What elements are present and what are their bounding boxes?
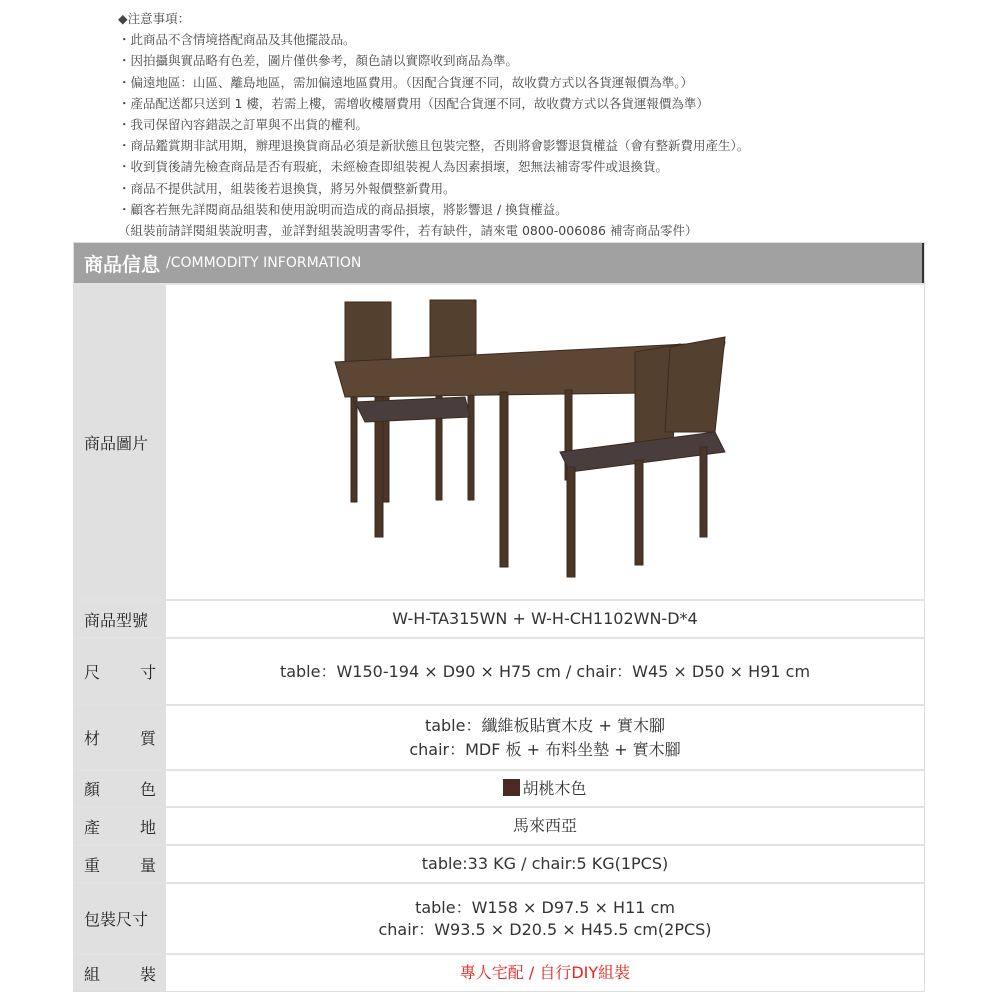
label-char: 色 bbox=[139, 780, 156, 799]
row-material bbox=[74, 704, 924, 769]
notes-title: ◆注意事項： bbox=[118, 11, 191, 26]
label-image: 商品圖片 bbox=[74, 285, 166, 599]
product-image bbox=[166, 285, 924, 599]
color-swatch bbox=[503, 779, 520, 796]
label-char: 材 bbox=[84, 729, 101, 748]
note-line: ・此商品不含情境搭配商品及其他擺設品。 bbox=[118, 32, 356, 48]
model-value: W-H-TA315WN + W-H-CH1102WN-D*4 bbox=[392, 609, 698, 628]
origin-value: 馬來西亞 bbox=[512, 816, 577, 835]
note-line: ・產品配送都只送到 1 樓，若需上樓，需增收樓層費用（因配合貨運不同，故收費方式以各貨運報價為準） bbox=[118, 95, 709, 111]
note-line: ・偏遠地區：山區、離島地區，需加偏遠地區費用。（因配合貨運不同，故收費方式以各貨運報價為準。） bbox=[118, 74, 694, 90]
label-char: 寸 bbox=[139, 663, 156, 682]
label-char: 質 bbox=[139, 729, 156, 748]
package-value bbox=[166, 884, 924, 953]
row-assembly bbox=[74, 953, 924, 991]
label-char: 組 bbox=[84, 964, 101, 984]
label-size bbox=[74, 639, 166, 704]
note-line: ・商品不提供試用，組裝後若退換貨，將另外報價整新費用。 bbox=[118, 180, 456, 196]
weight-value: table:33 KG / chair:5 KG(1PCS) bbox=[421, 854, 669, 873]
label-weight bbox=[74, 846, 166, 882]
color-name: 胡桃木色 bbox=[522, 778, 587, 798]
row-color bbox=[74, 769, 924, 806]
material-chair: chair：MDF 板 + 布料坐墊 + 實木腳 bbox=[409, 739, 681, 759]
note-line: ・我司保留內容錯誤之訂單與不出貨的權利。 bbox=[118, 117, 369, 133]
section-subtitle: /COMMODITY INFORMATION bbox=[166, 255, 362, 271]
row-package bbox=[74, 882, 924, 953]
label-char: 裝 bbox=[139, 964, 156, 984]
size-value: table：W150-194 × D90 × H75 cm / chair：W45 × D50 × H91 cm bbox=[279, 661, 811, 681]
label-char: 地 bbox=[139, 817, 156, 837]
label-char: 顏 bbox=[84, 780, 101, 799]
color-value bbox=[166, 771, 924, 806]
label-package: 包裝尺寸 bbox=[74, 884, 166, 953]
row-image bbox=[74, 283, 924, 599]
label-material bbox=[74, 706, 166, 769]
label-assembly bbox=[74, 955, 166, 991]
package-chair: chair：W93.5 × D20.5 × H45.5 cm(2PCS) bbox=[378, 919, 712, 939]
section-header bbox=[74, 243, 924, 283]
row-weight bbox=[74, 844, 924, 882]
note-line: ・商品鑑賞期非試用期，辦理退換貨商品必須是新狀態且包裝完整，否則將會影響退貨權益（會有整新費用產生）。 bbox=[118, 138, 750, 154]
note-line: ・收到貨後請先檢查商品是否有瑕疵，未經檢查即組裝視人為因素損壞，恕無法補寄零件或退換貨。 bbox=[118, 159, 669, 175]
label-char: 產 bbox=[84, 817, 101, 837]
row-model bbox=[74, 599, 924, 637]
label-origin bbox=[74, 808, 166, 844]
material-value bbox=[166, 706, 924, 769]
note-line: （組裝前請詳閱組裝說明書，並詳對組裝說明書零件，若有缺件，請來電 0800-006086 補寄商品零件） bbox=[118, 223, 698, 239]
section-title: 商品信息 bbox=[84, 253, 161, 276]
row-origin bbox=[74, 806, 924, 844]
label-char: 重 bbox=[84, 855, 101, 875]
label-char: 尺 bbox=[84, 663, 101, 682]
notes-section bbox=[118, 8, 749, 241]
label-model: 商品型號 bbox=[74, 601, 166, 637]
commodity-info-table bbox=[73, 242, 925, 992]
label-color bbox=[74, 771, 166, 806]
note-line: ・因拍攝與實品略有色差，圖片僅供參考，顏色請以實際收到商品為準。 bbox=[118, 53, 519, 69]
assembly-value: 專人宅配 / 自行DIY組裝 bbox=[459, 963, 631, 982]
material-table: table：纖維板貼實木皮 + 實木腳 bbox=[424, 715, 666, 735]
row-size bbox=[74, 637, 924, 704]
label-char: 量 bbox=[139, 855, 156, 875]
note-line: ・顧客若無先詳閱商品組裝和使用說明而造成的商品損壞，將影響退 / 換貨權益。 bbox=[118, 201, 568, 217]
package-table: table：W158 × D97.5 × H11 cm bbox=[415, 897, 675, 917]
dining-set-illustration bbox=[305, 292, 785, 592]
